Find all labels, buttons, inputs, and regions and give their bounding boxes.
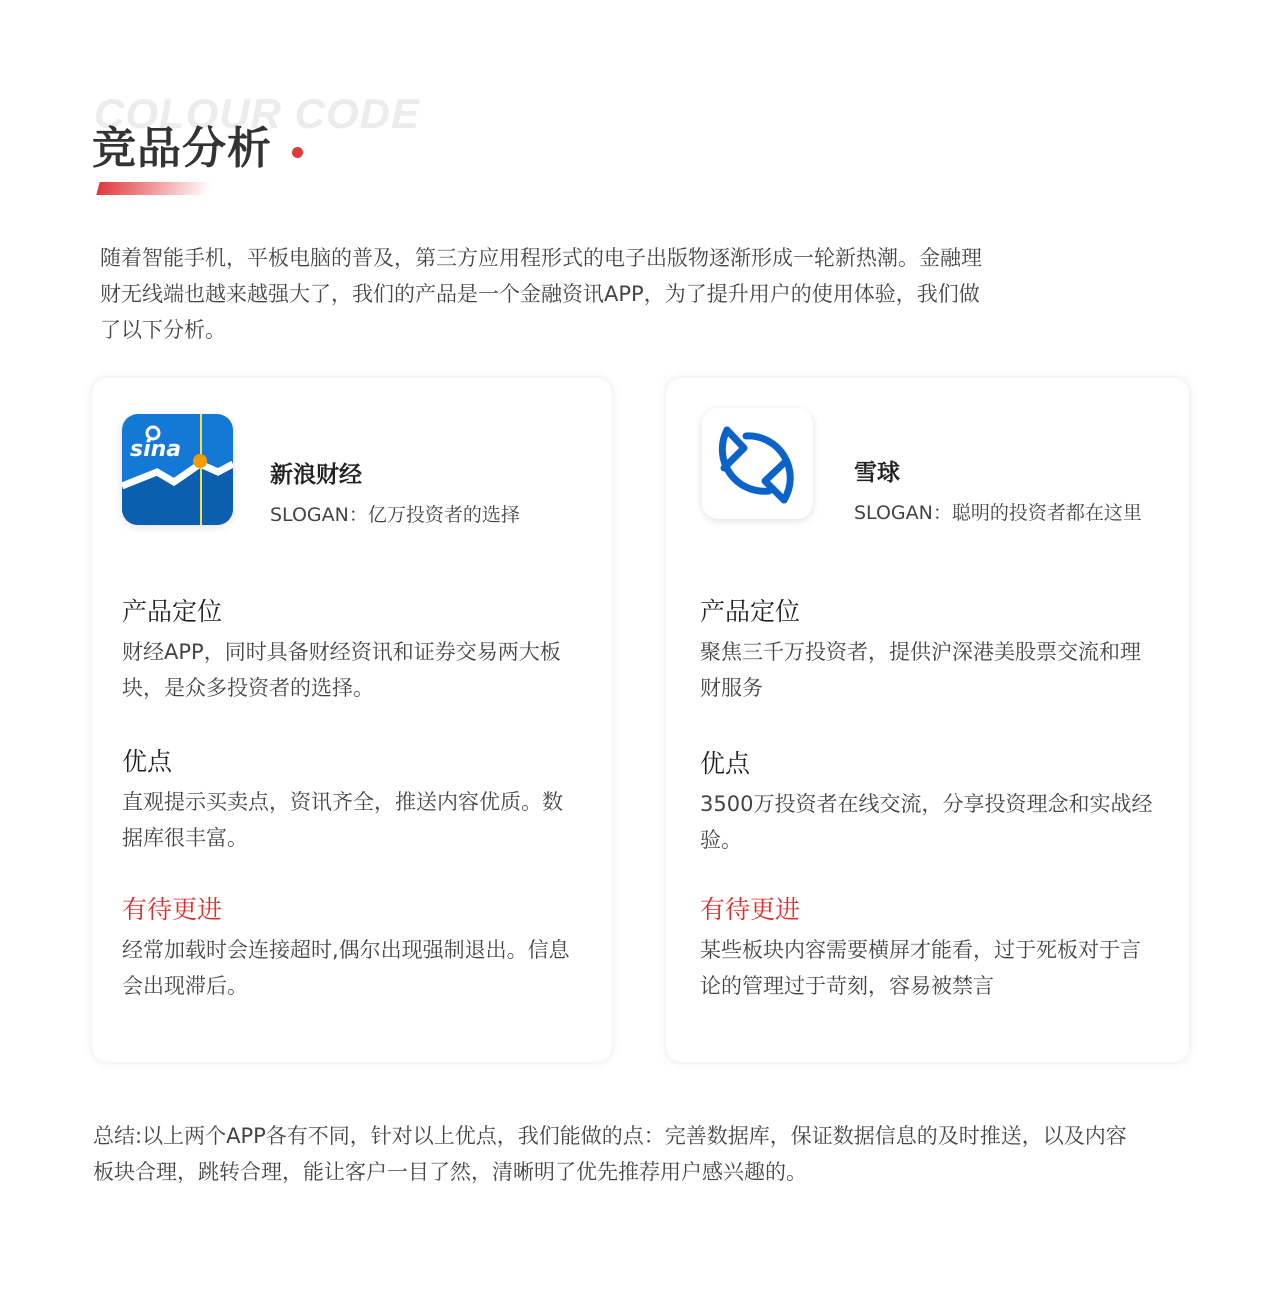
positioning-section <box>122 592 582 706</box>
section-heading: 优点 <box>122 747 173 776</box>
section-heading: 产品定位 <box>122 597 223 626</box>
title-underline-bar <box>96 182 211 195</box>
page-title: 竞品分析 <box>92 123 272 174</box>
section-text: 3500万投资者在线交流，分享投资理念和实战经验。 <box>700 792 1153 852</box>
section-text: 聚焦三千万投资者，提供沪深港美股票交流和理财服务 <box>700 640 1141 700</box>
competitor-card-sina <box>92 378 612 1062</box>
section-heading: 有待更进 <box>700 895 801 924</box>
background-watermark-text: COLOUR CODE <box>94 90 420 137</box>
app-slogan: SLOGAN：亿万投资者的选择 <box>270 504 520 526</box>
pros-section <box>700 744 1160 858</box>
cons-section <box>122 890 582 1004</box>
app-slogan: SLOGAN：聪明的投资者都在这里 <box>854 502 1142 524</box>
section-text: 直观提示买卖点，资讯齐全，推送内容优质。数据库很丰富。 <box>122 790 563 850</box>
section-heading: 产品定位 <box>700 597 801 626</box>
sina-finance-app-icon <box>122 414 233 525</box>
pros-section <box>122 742 582 856</box>
intro-text: 随着智能手机，平板电脑的普及，第三方应用程形式的电子出版物逐渐形成一轮新热潮。金融理财无线端也越来越强大了，我们的产品是一个金融资讯APP，为了提升用户的使用体验，我们做了以下分析。 <box>100 246 982 342</box>
app-name: 雪球 <box>854 460 900 486</box>
summary-text: 总结:以上两个APP各有不同，针对以上优点，我们能做的点：完善数据库，保证数据信息的及时推送，以及内容板块合理，跳转合理，能让客户一目了然，清晰明了优先推荐用户感兴趣的。 <box>93 1124 1127 1184</box>
section-heading: 有待更进 <box>122 895 223 924</box>
title-dot <box>292 147 303 158</box>
section-text: 经常加载时会连接超时,偶尔出现强制退出。信息会出现滞后。 <box>122 938 570 998</box>
section-text: 某些板块内容需要横屏才能看，过于死板对于言论的管理过于苛刻，容易被禁言 <box>700 938 1141 998</box>
svg-text:sina: sina <box>130 437 182 462</box>
positioning-section <box>700 592 1160 706</box>
cons-section <box>700 890 1160 1004</box>
section-heading: 优点 <box>700 749 751 778</box>
app-name: 新浪财经 <box>270 462 362 488</box>
section-text: 财经APP，同时具备财经资讯和证券交易两大板块，是众多投资者的选择。 <box>122 640 561 700</box>
competitor-card-xueqiu <box>666 378 1189 1062</box>
xueqiu-app-icon <box>702 408 813 519</box>
